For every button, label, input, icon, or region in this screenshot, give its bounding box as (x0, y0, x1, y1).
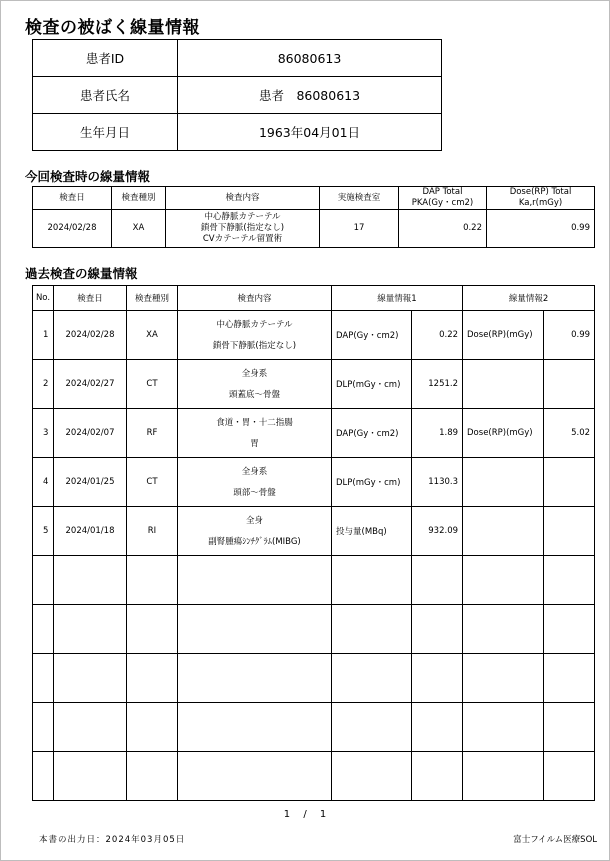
past-date: 2024/02/28 (54, 311, 127, 360)
past-type: RF (127, 409, 178, 458)
current-content-line: CVカテーテル留置術 (202, 234, 283, 244)
past-dose1-value (412, 703, 463, 752)
current-content (166, 210, 320, 248)
past-content-line: 全身系 (241, 466, 268, 477)
current-header-room: 実施検査室 (320, 187, 399, 210)
patient-name-value: 患者 86080613 (178, 77, 442, 114)
past-dose2-label (463, 360, 544, 409)
past-dose1-value (412, 654, 463, 703)
past-dose2-label (463, 556, 544, 605)
past-dose2-value (544, 458, 595, 507)
past-content-line: 胃 (250, 438, 259, 449)
past-content-line: 食道・胃・十二指腸 (216, 417, 293, 428)
patient-name-label: 患者氏名 (33, 77, 178, 114)
current-header-dose (487, 187, 595, 210)
past-content (178, 654, 332, 703)
patient-dob-label: 生年月日 (33, 114, 178, 151)
past-content-line: 中心静脈カテーテル (216, 319, 293, 330)
page-separator: / (303, 809, 307, 820)
past-dose2-value (544, 752, 595, 801)
past-dose2-label (463, 507, 544, 556)
company-name: 富士フイルム医療SOL (513, 835, 597, 845)
patient-id-label: 患者ID (33, 40, 178, 77)
table-row (33, 703, 595, 752)
past-date (54, 556, 127, 605)
past-header-type: 検査種別 (127, 286, 178, 311)
past-content-line: 頭部～骨盤 (233, 487, 276, 498)
past-date (54, 605, 127, 654)
current-header-dose-line1: Dose(RP) Total (509, 187, 572, 197)
past-dose1-value: 1130.3 (412, 458, 463, 507)
current-header-content: 検査内容 (166, 187, 320, 210)
past-dose1-label (332, 556, 412, 605)
past-type: CT (127, 458, 178, 507)
past-content (178, 605, 332, 654)
current-room: 17 (320, 210, 399, 248)
past-header-dose1: 線量情報1 (332, 286, 463, 311)
current-date: 2024/02/28 (33, 210, 112, 248)
past-type (127, 703, 178, 752)
current-header-date: 検査日 (33, 187, 112, 210)
past-no (33, 752, 54, 801)
past-type: RI (127, 507, 178, 556)
report-title: 検査の被ばく線量情報 (25, 18, 200, 38)
past-type (127, 654, 178, 703)
past-type: XA (127, 311, 178, 360)
past-content (178, 556, 332, 605)
current-type: XA (112, 210, 166, 248)
past-dose1-value (412, 605, 463, 654)
past-no: 1 (33, 311, 54, 360)
past-no (33, 605, 54, 654)
past-dose1-label: DAP(Gy・cm2) (332, 311, 412, 360)
past-no: 3 (33, 409, 54, 458)
past-dose2-value (544, 605, 595, 654)
table-row (33, 605, 595, 654)
past-dose1-label (332, 605, 412, 654)
past-no: 5 (33, 507, 54, 556)
past-type: CT (127, 360, 178, 409)
past-dose2-label (463, 703, 544, 752)
output-date: 本書の出力日：2024年03月05日 (39, 835, 186, 845)
current-exam-table (32, 186, 595, 248)
past-dose2-label (463, 752, 544, 801)
past-dose2-label (463, 458, 544, 507)
past-content (178, 409, 332, 458)
patient-dob-value: 1963年04月01日 (178, 114, 442, 151)
patient-id-value: 86080613 (178, 40, 442, 77)
table-row (33, 360, 595, 409)
current-content-line: 鎖骨下静脈(指定なし) (200, 223, 285, 233)
current-header-dap (399, 187, 487, 210)
past-exam-rows (33, 311, 595, 801)
past-type (127, 605, 178, 654)
current-header-dap-line1: DAP Total (422, 187, 463, 197)
past-dose2-value (544, 703, 595, 752)
past-content-line: 鎖骨下静脈(指定なし) (212, 340, 297, 351)
past-no: 4 (33, 458, 54, 507)
current-dose-value: 0.99 (487, 210, 595, 248)
past-date: 2024/01/18 (54, 507, 127, 556)
past-date: 2024/01/25 (54, 458, 127, 507)
table-row (33, 752, 595, 801)
current-section-title: 今回検査時の線量情報 (25, 169, 151, 184)
past-header-date: 検査日 (54, 286, 127, 311)
past-content-line: 副腎腫瘍ｼﾝﾁｸﾞﾗﾑ(MIBG) (208, 536, 301, 547)
table-row (33, 458, 595, 507)
current-header-type: 検査種別 (112, 187, 166, 210)
past-dose1-value (412, 556, 463, 605)
past-dose1-label: 投与量(MBq) (332, 507, 412, 556)
past-content (178, 311, 332, 360)
past-date: 2024/02/27 (54, 360, 127, 409)
patient-info-table (32, 39, 442, 151)
past-dose2-value: 5.02 (544, 409, 595, 458)
past-dose1-value: 932.09 (412, 507, 463, 556)
past-dose2-label (463, 654, 544, 703)
past-content-line: 全身系 (241, 368, 268, 379)
past-exam-table (32, 285, 595, 801)
current-content-line: 中心静脈カテーテル (204, 212, 281, 222)
past-no (33, 703, 54, 752)
past-no (33, 556, 54, 605)
table-row (33, 654, 595, 703)
past-no (33, 654, 54, 703)
past-content (178, 703, 332, 752)
past-date (54, 654, 127, 703)
past-dose2-value (544, 654, 595, 703)
past-dose1-label: DAP(Gy・cm2) (332, 409, 412, 458)
past-dose1-value: 1.89 (412, 409, 463, 458)
table-row (33, 556, 595, 605)
past-section-title: 過去検査の線量情報 (25, 266, 138, 281)
past-date (54, 703, 127, 752)
past-dose2-value (544, 360, 595, 409)
past-header-dose2: 線量情報2 (463, 286, 595, 311)
past-content-line: 頭蓋底～骨盤 (228, 389, 280, 400)
current-header-dap-line2: PKA(Gy・cm2) (411, 198, 474, 208)
page-total: 1 (319, 809, 327, 820)
past-content (178, 752, 332, 801)
past-dose1-label: DLP(mGy・cm) (332, 360, 412, 409)
past-dose2-label: Dose(RP)(mGy) (463, 409, 544, 458)
past-content-line: 全身 (245, 515, 263, 526)
page-current: 1 (283, 809, 291, 820)
past-date: 2024/02/07 (54, 409, 127, 458)
current-dap-value: 0.22 (399, 210, 487, 248)
table-row (33, 311, 595, 360)
page-number (1, 809, 609, 820)
past-type (127, 556, 178, 605)
past-dose1-value: 1251.2 (412, 360, 463, 409)
past-date (54, 752, 127, 801)
current-header-dose-line2: Ka,r(mGy) (518, 198, 563, 208)
past-dose2-value (544, 507, 595, 556)
past-dose1-label (332, 752, 412, 801)
past-dose1-value (412, 752, 463, 801)
past-dose2-value: 0.99 (544, 311, 595, 360)
past-content (178, 507, 332, 556)
past-dose2-label: Dose(RP)(mGy) (463, 311, 544, 360)
past-content (178, 360, 332, 409)
past-dose1-label (332, 654, 412, 703)
past-header-content: 検査内容 (178, 286, 332, 311)
past-type (127, 752, 178, 801)
table-row (33, 507, 595, 556)
past-dose1-value: 0.22 (412, 311, 463, 360)
past-dose2-value (544, 556, 595, 605)
table-row (33, 409, 595, 458)
past-dose1-label (332, 703, 412, 752)
past-dose1-label: DLP(mGy・cm) (332, 458, 412, 507)
past-header-no: No. (33, 286, 54, 311)
past-content (178, 458, 332, 507)
past-dose2-label (463, 605, 544, 654)
past-no: 2 (33, 360, 54, 409)
